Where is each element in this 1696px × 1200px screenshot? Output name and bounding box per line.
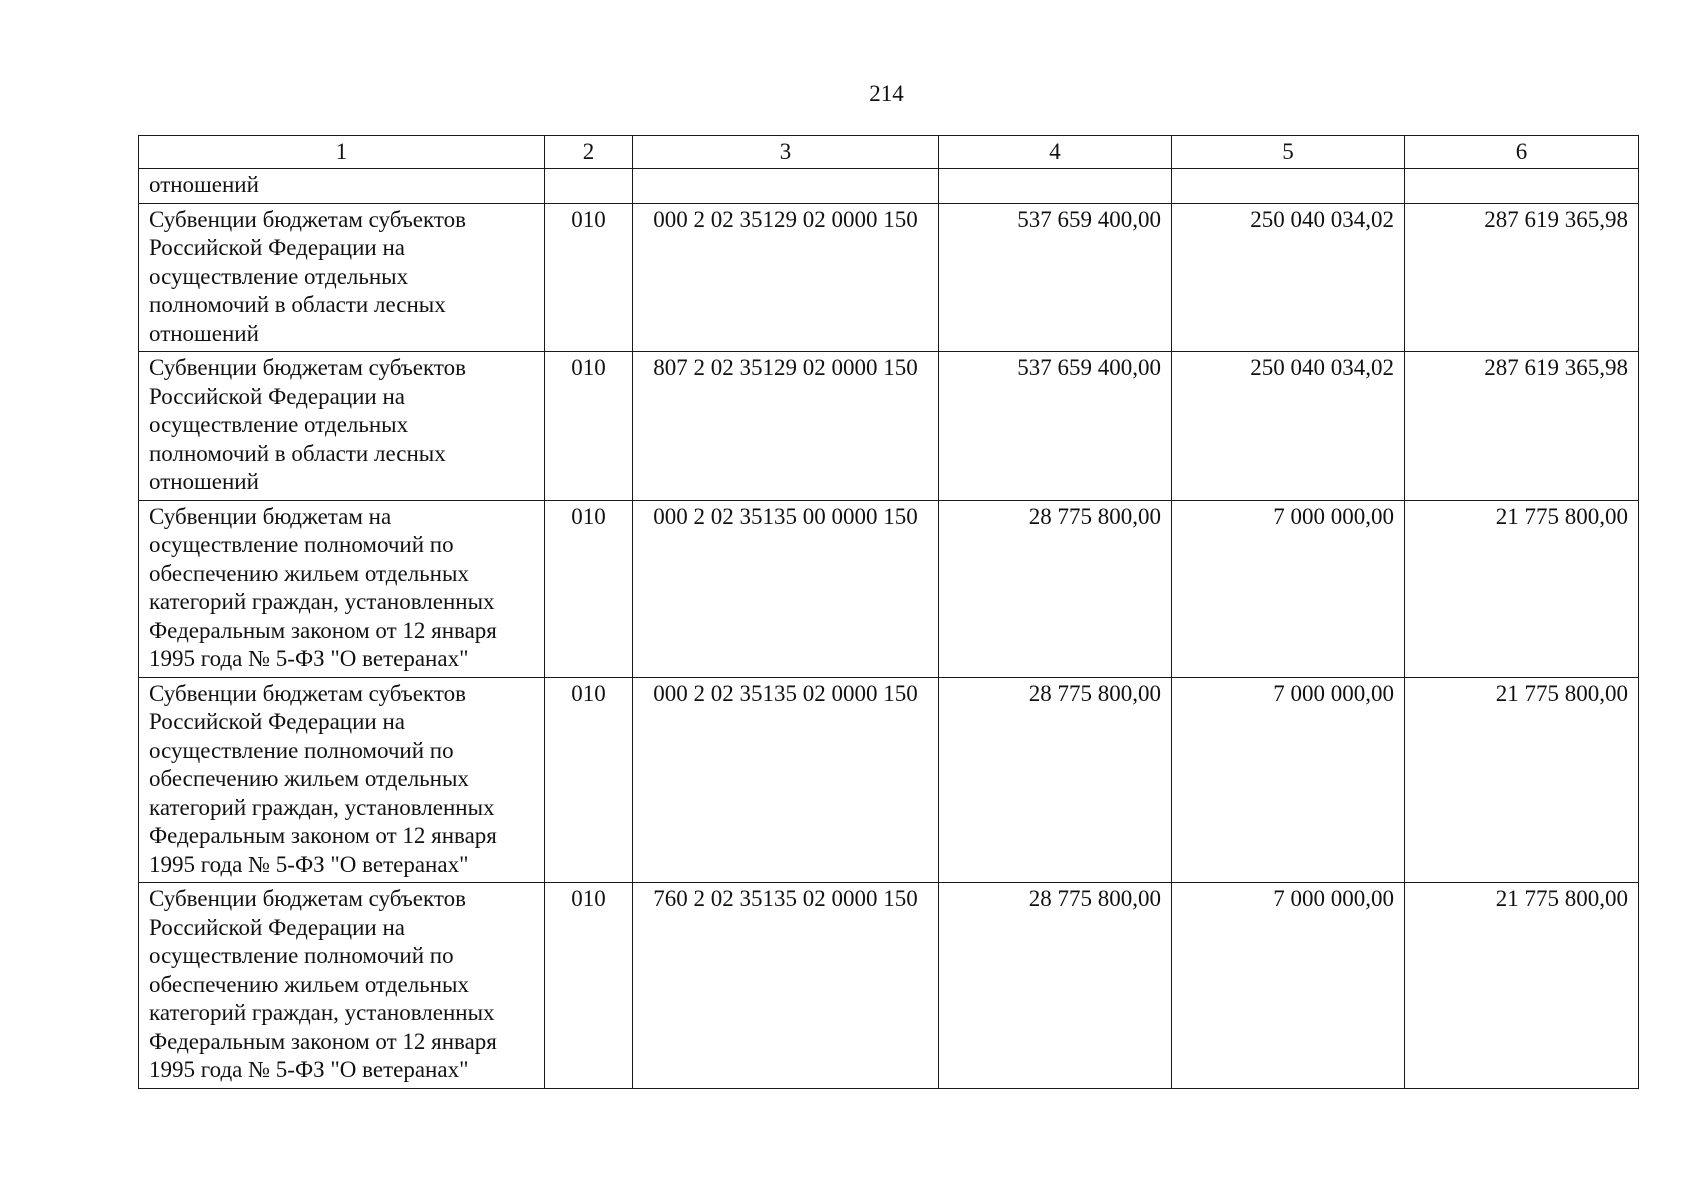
- header-cell-5: 5: [1172, 136, 1405, 169]
- row-code-cell: 010: [545, 677, 633, 883]
- row-name-line: Субвенции бюджетам субъектов: [149, 886, 466, 911]
- row-code-cell: 010: [545, 500, 633, 677]
- row-name-line: категорий граждан, установленных: [149, 1000, 495, 1025]
- row-col6-cell: [1405, 169, 1639, 204]
- row-name-line: осуществление отдельных: [149, 263, 409, 289]
- row-name-line: отношений: [149, 469, 259, 494]
- header-cell-2: 2: [545, 136, 633, 169]
- row-name-line: осуществление полномочий по: [149, 737, 454, 763]
- row-name-line: полномочий в области лесных: [149, 292, 446, 317]
- row-kbk-cell: 000 2 02 35135 00 0000 150: [633, 500, 939, 677]
- header-cell-6: 6: [1405, 136, 1639, 169]
- row-col4-cell: 28 775 800,00: [939, 883, 1172, 1089]
- row-name-line: Субвенции бюджетам на: [149, 503, 392, 529]
- row-name-line: осуществление полномочий по: [149, 532, 454, 557]
- row-col6-cell: 21 775 800,00: [1405, 883, 1639, 1089]
- row-col4-cell: 28 775 800,00: [939, 500, 1172, 677]
- row-name-cell: [139, 352, 545, 501]
- row-kbk-cell: 000 2 02 35135 02 0000 150: [633, 677, 939, 883]
- row-name-line: Субвенции бюджетам субъектов: [149, 680, 466, 706]
- row-col5-cell: 7 000 000,00: [1172, 883, 1405, 1089]
- row-col6-cell: 287 619 365,98: [1405, 352, 1639, 501]
- row-name-line: Федеральным законом от 12 января: [149, 1028, 497, 1054]
- row-col6-cell: 21 775 800,00: [1405, 677, 1639, 883]
- row-col4-cell: 537 659 400,00: [939, 203, 1172, 352]
- row-kbk-cell: 807 2 02 35129 02 0000 150: [633, 352, 939, 501]
- header-cell-1: 1: [139, 136, 545, 169]
- row-kbk-cell: 760 2 02 35135 02 0000 150: [633, 883, 939, 1089]
- row-code-cell: [545, 169, 633, 204]
- row-name-line: Субвенции бюджетам субъектов: [149, 206, 466, 232]
- row-name-line: Российской Федерации на: [149, 914, 405, 940]
- row-name-line: Федеральным законом от 12 января: [149, 823, 497, 848]
- row-name-cell: [139, 883, 545, 1089]
- table-row: [139, 169, 1639, 204]
- row-col4-cell: 537 659 400,00: [939, 352, 1172, 501]
- row-name-line: отношений: [149, 320, 259, 346]
- row-kbk-cell: 000 2 02 35129 02 0000 150: [633, 203, 939, 352]
- table-header-row: [139, 136, 1639, 169]
- row-name-line: 1995 года № 5-ФЗ "О ветеранах": [149, 851, 469, 877]
- budget-table: [138, 135, 1639, 1089]
- table-row: [139, 500, 1639, 677]
- row-col5-cell: 250 040 034,02: [1172, 203, 1405, 352]
- header-cell-3: 3: [633, 136, 939, 169]
- row-col6-cell: 21 775 800,00: [1405, 500, 1639, 677]
- row-name-cell: [139, 500, 545, 677]
- row-code-cell: 010: [545, 352, 633, 501]
- row-name-cell: [139, 169, 545, 204]
- table-row: [139, 677, 1639, 883]
- row-name-line: категорий граждан, установленных: [149, 794, 495, 820]
- row-col4-cell: [939, 169, 1172, 204]
- row-name-line: обеспечению жильем отдельных: [149, 560, 469, 586]
- row-name-line: 1995 года № 5-ФЗ "О ветеранах": [149, 1057, 469, 1082]
- row-name-line: Федеральным законом от 12 января: [149, 617, 497, 643]
- row-code-cell: 010: [545, 883, 633, 1089]
- row-code-cell: 010: [545, 203, 633, 352]
- row-kbk-cell: [633, 169, 939, 204]
- table-row: [139, 352, 1639, 501]
- row-name-line: Российской Федерации на: [149, 235, 405, 260]
- row-name-line: осуществление полномочий по: [149, 943, 454, 968]
- table-row: [139, 883, 1639, 1089]
- row-col5-cell: 7 000 000,00: [1172, 677, 1405, 883]
- row-col5-cell: [1172, 169, 1405, 204]
- row-name-line: отношений: [149, 172, 259, 197]
- row-col5-cell: 250 040 034,02: [1172, 352, 1405, 501]
- row-name-line: 1995 года № 5-ФЗ "О ветеранах": [149, 646, 469, 671]
- row-name-line: обеспечению жильем отдельных: [149, 971, 469, 997]
- row-name-line: Российской Федерации на: [149, 383, 405, 409]
- row-name-line: полномочий в области лесных: [149, 440, 446, 466]
- row-name-line: Российской Федерации на: [149, 709, 405, 734]
- row-col5-cell: 7 000 000,00: [1172, 500, 1405, 677]
- row-name-line: категорий граждан, установленных: [149, 589, 495, 614]
- page-number: 214: [869, 81, 904, 106]
- row-name-cell: [139, 677, 545, 883]
- row-name-line: обеспечению жильем отдельных: [149, 766, 469, 791]
- table-row: [139, 203, 1639, 352]
- row-name-line: осуществление отдельных: [149, 412, 409, 437]
- row-name-cell: [139, 203, 545, 352]
- row-col6-cell: 287 619 365,98: [1405, 203, 1639, 352]
- row-name-line: Субвенции бюджетам субъектов: [149, 355, 466, 380]
- header-cell-4: 4: [939, 136, 1172, 169]
- row-col4-cell: 28 775 800,00: [939, 677, 1172, 883]
